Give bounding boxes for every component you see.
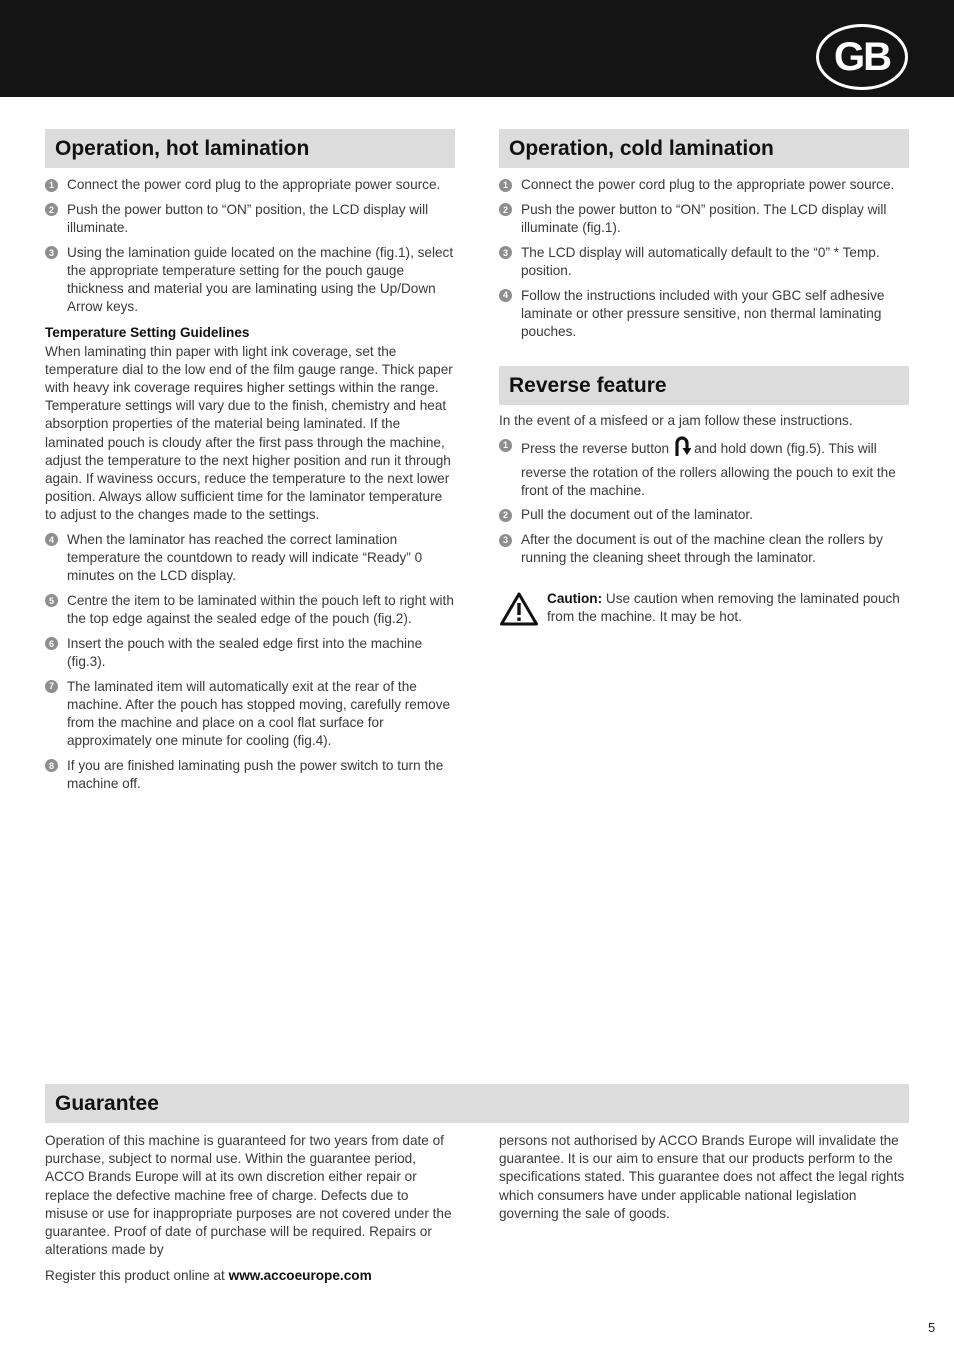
temperature-guidelines-text: When laminating thin paper with light ink coverage, set the temperature dial to the low end of the film gauge range. Thick paper with heavy ink coverage requires higher settings within the range. Temperature settings will vary due to the finish, chemistry and heat absorption properties of the material being laminated. If the laminated pouch is cloudy after the first pass through the machine, adjust the temperature to the next higher position and run it through again. If waviness occurs, reduce the temperature to the next lower position. Always allow sufficient time for the laminator temperature to adjust to the changes made to the settings. xyxy=(45,343,453,523)
list-item xyxy=(499,176,909,194)
step-text: Push the power button to “ON” position. The LCD display will illuminate (fig.1). xyxy=(521,201,887,235)
step-number-badge: 2 xyxy=(499,509,512,522)
list-item xyxy=(499,506,909,524)
step-text: Centre the item to be laminated within the pouch left to right with the top edge against the sealed edge of the pouch (fig.2). xyxy=(67,592,454,626)
gb-badge: GB xyxy=(816,24,908,90)
register-url: www.accoeurope.com xyxy=(228,1268,372,1284)
step-number-badge: 3 xyxy=(499,246,512,259)
step-number-badge: 7 xyxy=(45,680,58,693)
step-number-badge: 3 xyxy=(45,246,58,259)
list-item xyxy=(45,244,455,317)
step-text: Connect the power cord plug to the appropriate power source. xyxy=(521,177,895,192)
step-text-part: Press the reverse button xyxy=(521,441,670,457)
step-number-badge: 1 xyxy=(45,179,58,192)
step-text: When the laminator has reached the correct lamination temperature the countdown to ready will indicate “Ready” 0 minutes on the LCD display. xyxy=(67,531,423,584)
step-text: Connect the power cord plug to the appropriate power source. xyxy=(67,177,441,192)
warning-icon xyxy=(499,591,539,627)
caution-body: Use caution when removing the laminated pouch from the machine. It may be hot. xyxy=(547,590,900,624)
step-text xyxy=(521,436,909,500)
register-text: Register this product online at xyxy=(45,1268,225,1284)
step-number-badge: 2 xyxy=(499,203,512,216)
temperature-guidelines-heading: Temperature Setting Guidelines xyxy=(45,325,250,341)
hot-steps-list-continued xyxy=(45,531,455,794)
list-item xyxy=(45,176,455,194)
page-number: 5 xyxy=(928,1320,936,1335)
step-text: Using the lamination guide located on the machine (fig.1), select the appropriate temperature setting for the pouch gauge thickness and material you are laminating using the Up/Down Arrow keys. xyxy=(67,244,454,315)
caution-label: Caution: xyxy=(547,590,603,606)
register-line xyxy=(45,1267,909,1285)
step-number-badge: 4 xyxy=(45,533,58,546)
guarantee-section xyxy=(45,1084,909,1286)
hot-lamination-title: Operation, hot lamination xyxy=(45,129,455,168)
list-item xyxy=(45,531,455,586)
guarantee-text-left: Operation of this machine is guaranteed for two years from date of purchase, subject to normal use. Within the guarantee period, ACCO Brands Europe will at its own discretion either repair or replace the defective machine free of charge. Defects due to misuse or use for inappropriate purposes are not covered under the guarantee. Proof of date of purchase will be required. Repairs or alterations made by xyxy=(45,1133,452,1258)
caution-text xyxy=(547,590,909,626)
hot-steps-list xyxy=(45,176,455,316)
step-number-badge: 2 xyxy=(45,203,58,216)
step-number-badge: 3 xyxy=(499,534,512,547)
step-text: Follow the instructions included with your GBC self adhesive laminate or other pressure sensitive, non thermal laminating pouches. xyxy=(521,287,885,339)
list-item xyxy=(499,287,909,342)
step-number-badge: 8 xyxy=(45,759,58,772)
reverse-feature-title: Reverse feature xyxy=(499,366,909,405)
list-item xyxy=(45,757,455,793)
header-bar xyxy=(0,0,954,97)
list-item xyxy=(45,678,455,751)
list-item xyxy=(499,531,909,567)
list-item xyxy=(499,244,909,280)
list-item xyxy=(499,436,909,500)
step-text: The LCD display will automatically default to the “0” * Temp. position. xyxy=(521,244,880,278)
list-item xyxy=(45,635,455,671)
guarantee-columns xyxy=(45,1132,909,1259)
list-item xyxy=(45,201,455,237)
cold-lamination-section xyxy=(499,129,909,627)
step-number-badge: 1 xyxy=(499,439,512,452)
step-text: Push the power button to “ON” position, the LCD display will illuminate. xyxy=(67,201,429,235)
step-number-badge: 5 xyxy=(45,594,58,607)
cold-lamination-title: Operation, cold lamination xyxy=(499,129,909,168)
guarantee-title: Guarantee xyxy=(45,1084,909,1123)
step-text: If you are finished laminating push the power switch to turn the machine off. xyxy=(67,757,444,792)
reverse-intro-text: In the event of a misfeed or a jam follow these instructions. xyxy=(499,413,853,429)
step-text: The laminated item will automatically exit at the rear of the machine. After the pouch has stopped moving, carefully remove from the machine and place on a cool flat surface for approximately one minute for cooling (fig.4). xyxy=(67,678,451,749)
cold-steps-list xyxy=(499,176,909,341)
step-text: After the document is out of the machine clean the rollers by running the cleaning sheet through the laminator. xyxy=(521,532,883,566)
caution-note xyxy=(499,590,909,627)
guarantee-text-right: persons not authorised by ACCO Brands Europe will invalidate the guarantee. It is our aim to ensure that our products perform to the specifications stated. This guarantee does not affect the legal rights which consumers have under applicable national legislation governing the sale of goods. xyxy=(499,1133,905,1221)
list-item xyxy=(45,592,455,628)
reverse-button-icon xyxy=(673,436,691,463)
hot-lamination-section xyxy=(45,129,455,800)
step-text-part: and hold down (fig.5). This will reverse the rotation of the rollers allowing the pouch to exit the front of the machine. xyxy=(521,441,896,498)
step-number-badge: 4 xyxy=(499,289,512,302)
reverse-steps-list xyxy=(499,436,909,567)
step-number-badge: 6 xyxy=(45,637,58,650)
step-text: Insert the pouch with the sealed edge first into the machine (fig.3). xyxy=(67,635,423,669)
step-number-badge: 1 xyxy=(499,179,512,192)
step-text: Pull the document out of the laminator. xyxy=(521,507,753,523)
list-item xyxy=(499,201,909,237)
